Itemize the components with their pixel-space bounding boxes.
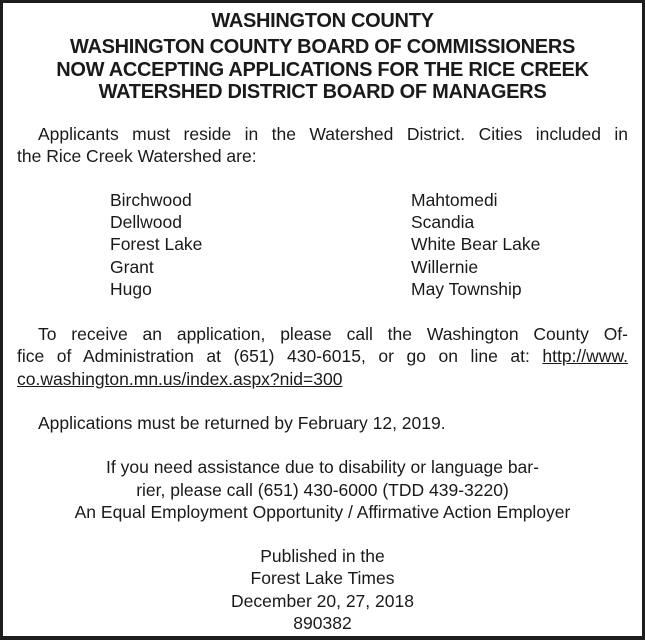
notice-title: WASHINGTON COUNTY BOARD OF COMMISSIONERS xyxy=(69,36,576,58)
assistance-text: rier, please call (651) 430-6000 (TDD 439-3220) xyxy=(136,480,509,500)
publication-info: Published in the xyxy=(260,546,385,566)
city-item: Willernie xyxy=(411,257,479,277)
city-item: White Bear Lake xyxy=(411,234,541,254)
city-item: May Township xyxy=(411,279,522,299)
application-text-part: fice of Administration at (651) 430-6015, or go on line at: xyxy=(17,346,530,366)
assistance-text: If you need assistance due to disability or language bar- xyxy=(106,457,539,477)
publication-name: Forest Lake Times xyxy=(250,568,395,588)
city-item: Forest Lake xyxy=(110,234,203,254)
city-item: Scandia xyxy=(411,212,475,232)
city-item: Birchwood xyxy=(110,190,192,210)
notice-title: WATERSHED DISTRICT BOARD OF MANAGERS xyxy=(98,81,547,103)
application-text xyxy=(17,345,628,367)
city-item: Dellwood xyxy=(110,212,182,232)
notice-number: 890382 xyxy=(293,613,352,633)
eeo-statement: An Equal Employment Opportunity / Affirmative Action Employer xyxy=(74,502,571,522)
website-link[interactable]: http://www. xyxy=(542,346,628,366)
city-item: Grant xyxy=(110,257,154,277)
intro-text: Applicants must reside in the Watershed District. Cities included in xyxy=(38,124,628,144)
notice-title: WASHINGTON COUNTY xyxy=(211,10,434,32)
publication-dates: December 20, 27, 2018 xyxy=(231,591,414,611)
city-item: Hugo xyxy=(110,279,152,299)
deadline-text: Applications must be returned by February 12, 2019. xyxy=(38,413,446,433)
website-link[interactable]: co.washington.mn.us/index.aspx?nid=300 xyxy=(17,369,343,389)
city-item: Mahtomedi xyxy=(411,190,498,210)
intro-text: the Rice Creek Watershed are: xyxy=(17,146,257,166)
application-text: To receive an application, please call the Washington County Of- xyxy=(38,324,628,344)
notice-title: NOW ACCEPTING APPLICATIONS FOR THE RICE CREEK xyxy=(56,59,589,81)
